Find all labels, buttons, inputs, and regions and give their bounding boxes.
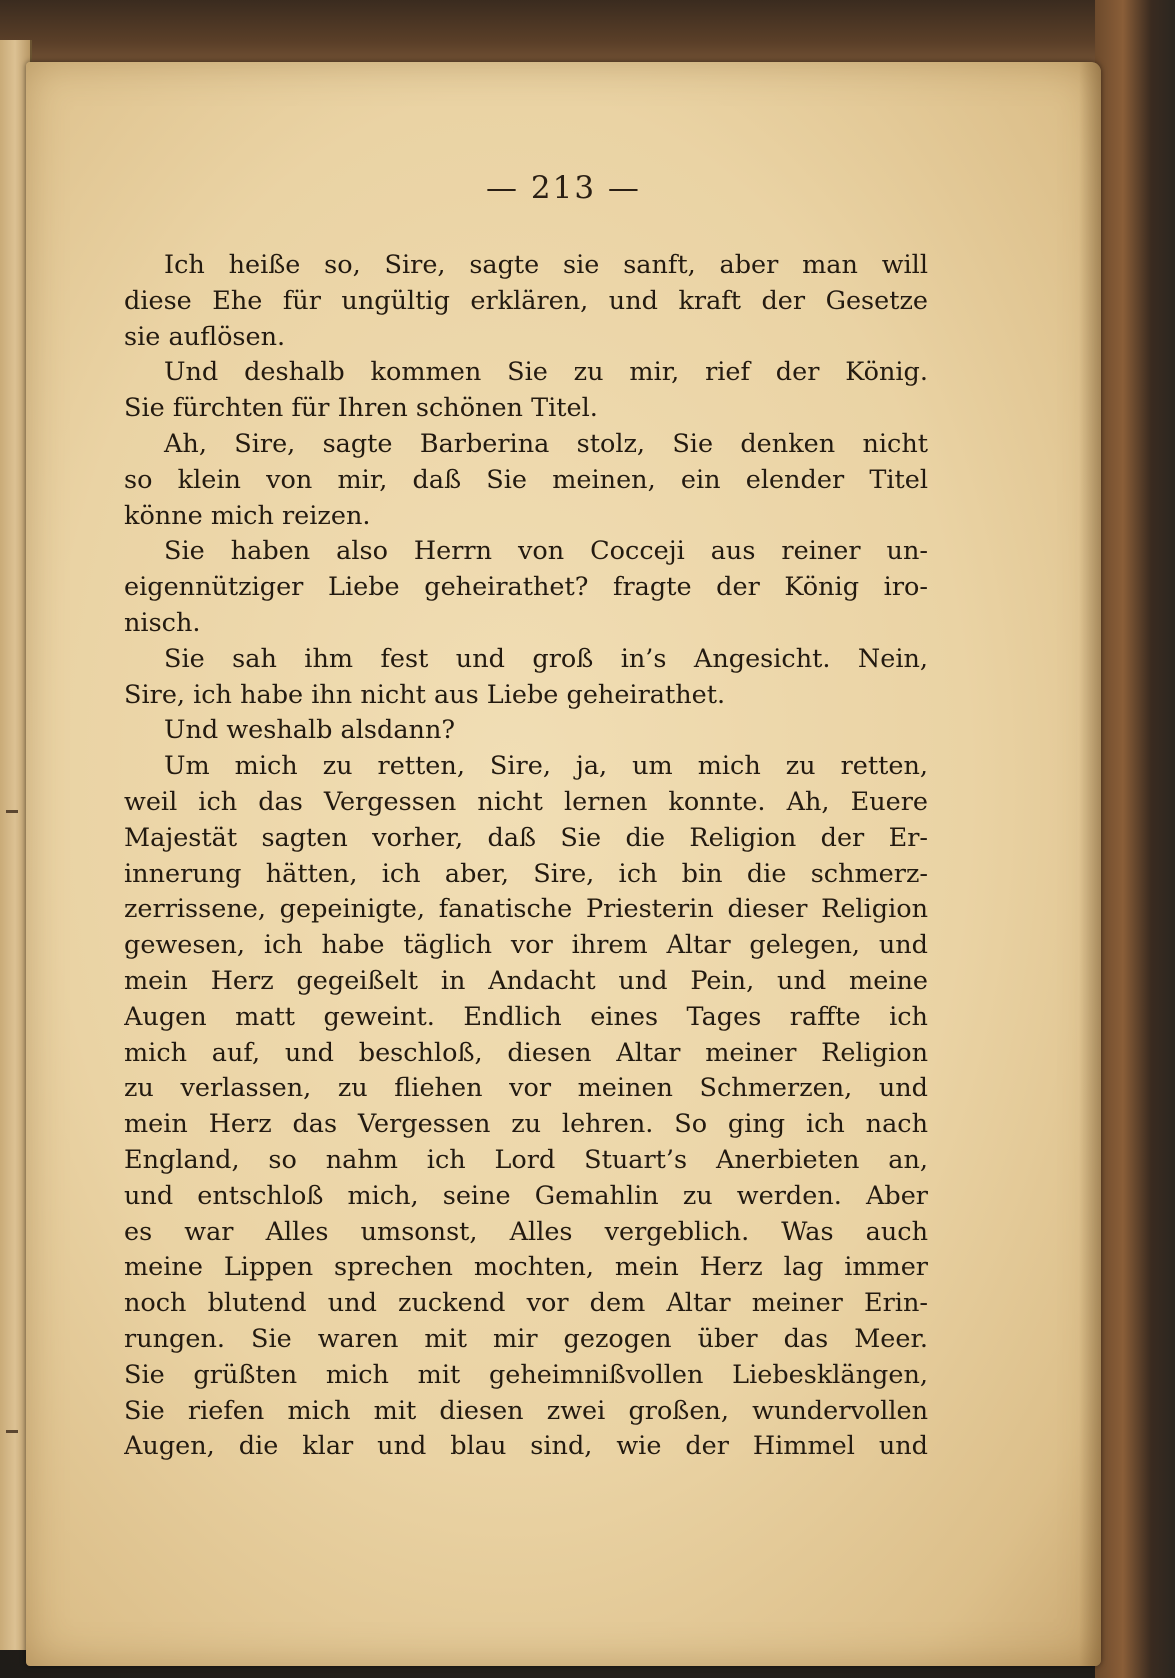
text-line: könne mich reizen. (124, 500, 371, 531)
book-cover-right (1095, 0, 1175, 1678)
text-line: rungen. Sie waren mit mir gezogen über das Meer. (124, 1323, 928, 1354)
text-line: Sie fürchten für Ihren schönen Titel. (124, 393, 598, 424)
text-line: Sie grüßten mich mit geheimnißvollen Liebesklängen, (124, 1359, 928, 1390)
text-line: Majestät sagten vorher, daß Sie die Religion der Er- (124, 822, 928, 853)
text-line: Und deshalb kommen Sie zu mir, rief der König. (164, 357, 928, 388)
text-line: mein Herz gegeißelt in Andacht und Pein, und meine (124, 965, 928, 996)
text-line: Und weshalb alsdann? (164, 715, 456, 746)
text-line: mich auf, und beschloß, diesen Altar meiner Religion (124, 1037, 928, 1068)
text-line: zu verlassen, zu fliehen vor meinen Schmerzen, und (124, 1073, 928, 1104)
page-edge-shadow (1079, 62, 1101, 1666)
text-line: Sire, ich habe ihn nicht aus Liebe geheirathet. (124, 679, 726, 710)
text-line: es war Alles umsonst, Alles vergeblich. Was auch (124, 1216, 928, 1247)
text-line: innerung hätten, ich aber, Sire, ich bin die schmerz- (124, 858, 928, 889)
body-text (124, 248, 928, 1465)
text-line: noch blutend und zuckend vor dem Altar meiner Erin- (124, 1288, 928, 1319)
text-line: weil ich das Vergessen nicht lernen konnte. Ah, Euere (124, 786, 928, 817)
text-line: Sie sah ihm fest und groß in’s Angesicht. Nein, (164, 643, 928, 674)
text-line: Augen matt geweint. Endlich eines Tages raffte ich (124, 1001, 928, 1032)
book-page (26, 62, 1101, 1666)
margin-mark (6, 1430, 18, 1433)
text-line: zerrissene, gepeinigte, fanatische Priesterin dieser Religion (124, 894, 928, 925)
book-cover-top (0, 0, 1175, 70)
text-line: so klein von mir, daß Sie meinen, ein elender Titel (124, 464, 928, 495)
text-line: und entschloß mich, seine Gemahlin zu werden. Aber (124, 1180, 928, 1211)
text-line: nisch. (124, 607, 201, 638)
text-line: diese Ehe für ungültig erklären, und kraft der Gesetze (124, 285, 928, 316)
text-line: Sie riefen mich mit diesen zwei großen, wundervollen (124, 1395, 928, 1426)
text-line: gewesen, ich habe täglich vor ihrem Altar gelegen, und (124, 930, 928, 961)
text-line: meine Lippen sprechen mochten, mein Herz lag immer (124, 1252, 928, 1283)
text-line: England, so nahm ich Lord Stuart’s Anerbieten an, (124, 1144, 928, 1175)
text-line: Ich heiße so, Sire, sagte sie sanft, aber man will (164, 250, 928, 280)
margin-mark (6, 810, 18, 813)
page-number: — 213 — (486, 170, 641, 206)
text-line: Sie haben also Herrn von Cocceji aus reiner un- (164, 536, 928, 567)
text-line: mein Herz das Vergessen zu lehren. So ging ich nach (124, 1109, 928, 1140)
text-line: sie auflösen. (124, 321, 286, 352)
text-line: Um mich zu retten, Sire, ja, um mich zu retten, (164, 751, 928, 782)
text-line: Ah, Sire, sagte Barberina stolz, Sie denken nicht (164, 428, 928, 459)
text-line: eigennütziger Liebe geheirathet? fragte der König iro- (124, 572, 928, 603)
text-line: Augen, die klar und blau sind, wie der Himmel und (124, 1431, 928, 1462)
